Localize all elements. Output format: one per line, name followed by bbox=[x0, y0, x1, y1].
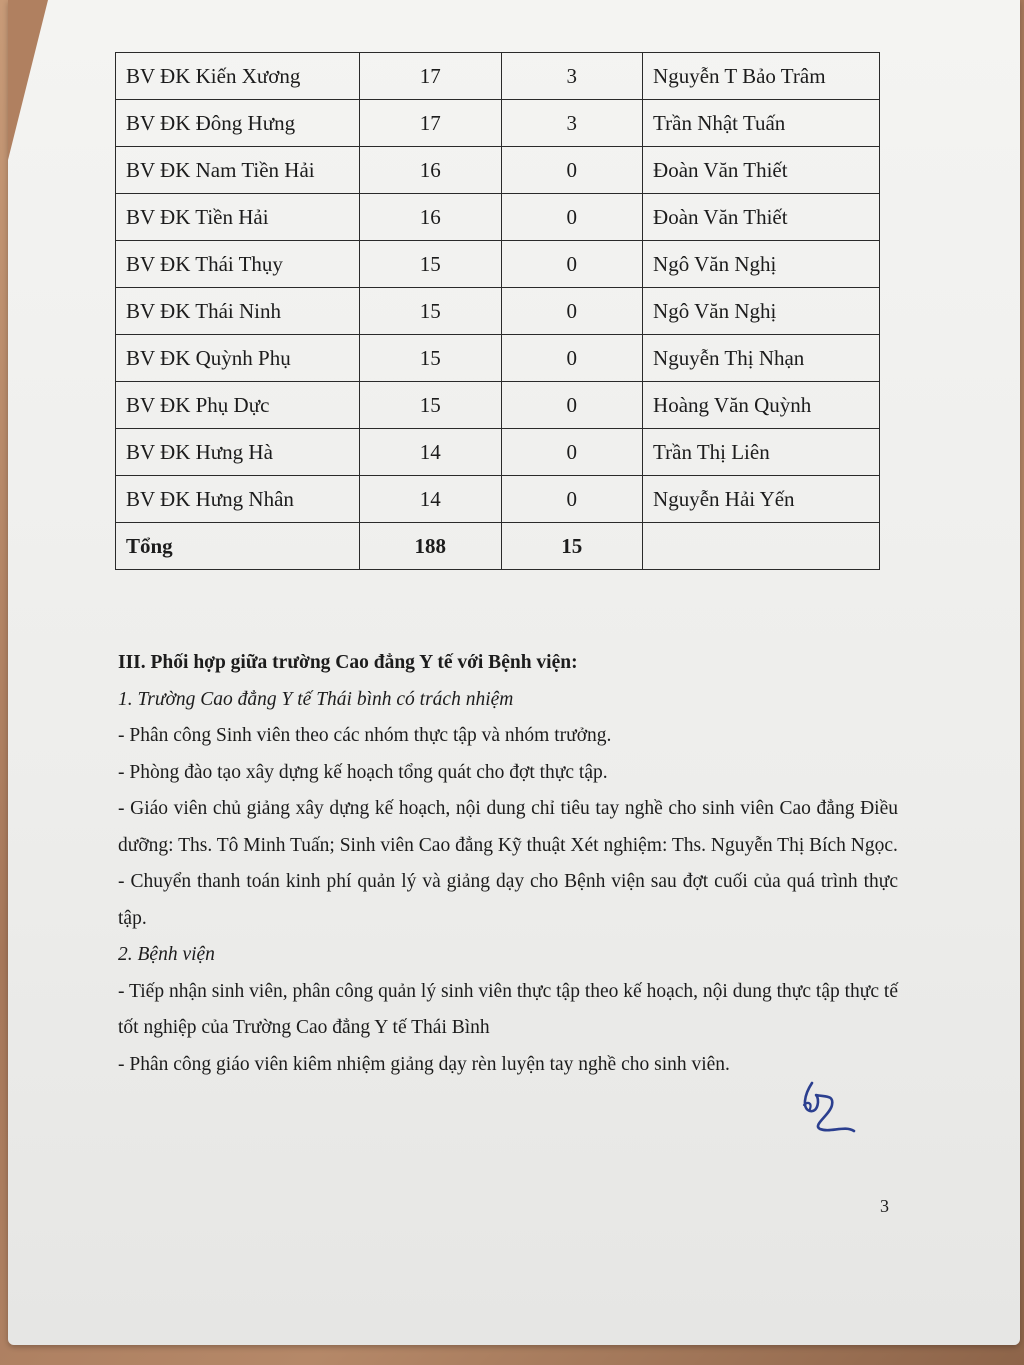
count-2-cell: 3 bbox=[501, 100, 643, 147]
count-2-cell: 0 bbox=[501, 429, 643, 476]
count-2-cell: 0 bbox=[501, 382, 643, 429]
supervisor-cell: Đoàn Văn Thiết bbox=[643, 147, 880, 194]
supervisor-cell: Ngô Văn Nghị bbox=[643, 288, 880, 335]
page-corner-shadow bbox=[8, 0, 48, 160]
supervisor-cell: Ngô Văn Nghị bbox=[643, 241, 880, 288]
total-empty-cell bbox=[643, 523, 880, 570]
table-row bbox=[116, 147, 880, 194]
count-1-cell: 16 bbox=[359, 194, 501, 241]
count-1-cell: 14 bbox=[359, 429, 501, 476]
table-row bbox=[116, 429, 880, 476]
count-1-cell: 15 bbox=[359, 335, 501, 382]
table-row bbox=[116, 241, 880, 288]
count-2-cell: 0 bbox=[501, 194, 643, 241]
count-1-cell: 14 bbox=[359, 476, 501, 523]
count-1-cell: 15 bbox=[359, 382, 501, 429]
school-item-2: - Phòng đào tạo xây dựng kế hoạch tổng quát cho đợt thực tập. bbox=[118, 761, 608, 783]
school-item-3: - Giáo viên chủ giảng xây dựng kế hoạch, nội dung chỉ tiêu tay nghề cho sinh viên Cao đẳng Điều dưỡng: Ths. Tô Minh Tuấn; Sinh viên Cao đẳng Kỹ thuật Xét nghiệm: Ths. Nguyễn Thị Bích Ngọc. bbox=[118, 798, 898, 856]
table-row bbox=[116, 100, 880, 147]
handwritten-initials-signature bbox=[790, 1075, 860, 1145]
hospital-name-cell: BV ĐK Tiền Hải bbox=[116, 194, 360, 241]
count-1-cell: 17 bbox=[359, 100, 501, 147]
hospital-item-1: - Tiếp nhận sinh viên, phân công quản lý sinh viên thực tập theo kế hoạch, nội dung thực tập thực tế tốt nghiệp của Trường Cao đẳng Y tế Thái Bình bbox=[118, 980, 898, 1038]
hospital-name-cell: BV ĐK Phụ Dực bbox=[116, 382, 360, 429]
hospital-name-cell: BV ĐK Hưng Nhân bbox=[116, 476, 360, 523]
table-row bbox=[116, 335, 880, 382]
school-item-4: - Chuyển thanh toán kinh phí quản lý và giảng dạy cho Bệnh viện sau đợt cuối của quá trình thực tập. bbox=[118, 871, 898, 929]
total-label-cell: Tổng bbox=[116, 523, 360, 570]
coordination-section bbox=[118, 645, 898, 1083]
supervisor-cell: Nguyễn Thị Nhạn bbox=[643, 335, 880, 382]
count-2-cell: 0 bbox=[501, 147, 643, 194]
school-item-1: - Phân công Sinh viên theo các nhóm thực tập và nhóm trưởng. bbox=[118, 725, 612, 746]
hospital-item-2: - Phân công giáo viên kiêm nhiệm giảng dạy rèn luyện tay nghề cho sinh viên. bbox=[118, 1053, 730, 1075]
supervisor-cell: Trần Nhật Tuấn bbox=[643, 100, 880, 147]
hospital-name-cell: BV ĐK Quỳnh Phụ bbox=[116, 335, 360, 382]
table-row bbox=[116, 194, 880, 241]
hospital-name-cell: BV ĐK Kiến Xương bbox=[116, 53, 360, 100]
subsection-school-heading: 1. Trường Cao đẳng Y tế Thái bình có trách nhiệm bbox=[118, 688, 514, 710]
count-1-cell: 16 bbox=[359, 147, 501, 194]
supervisor-cell: Nguyễn Hải Yến bbox=[643, 476, 880, 523]
table-row bbox=[116, 382, 880, 429]
count-2-cell: 0 bbox=[501, 241, 643, 288]
total-count-1-cell: 188 bbox=[359, 523, 501, 570]
hospital-name-cell: BV ĐK Nam Tiền Hải bbox=[116, 147, 360, 194]
count-2-cell: 0 bbox=[501, 335, 643, 382]
hospital-name-cell: BV ĐK Đông Hưng bbox=[116, 100, 360, 147]
hospital-name-cell: BV ĐK Thái Thụy bbox=[116, 241, 360, 288]
count-2-cell: 0 bbox=[501, 476, 643, 523]
hospital-name-cell: BV ĐK Hưng Hà bbox=[116, 429, 360, 476]
table-row bbox=[116, 476, 880, 523]
page-number: 3 bbox=[880, 1196, 889, 1216]
hospital-allocation-table bbox=[115, 52, 880, 570]
count-2-cell: 0 bbox=[501, 288, 643, 335]
table-row bbox=[116, 53, 880, 100]
count-1-cell: 15 bbox=[359, 241, 501, 288]
subsection-hospital-heading: 2. Bệnh viện bbox=[118, 944, 215, 965]
table-body bbox=[116, 53, 880, 570]
section-heading: III. Phối hợp giữa trường Cao đẳng Y tế với Bệnh viện: bbox=[118, 652, 578, 673]
table-row bbox=[116, 288, 880, 335]
supervisor-cell: Đoàn Văn Thiết bbox=[643, 194, 880, 241]
count-2-cell: 3 bbox=[501, 53, 643, 100]
hospital-name-cell: BV ĐK Thái Ninh bbox=[116, 288, 360, 335]
total-count-2-cell: 15 bbox=[501, 523, 643, 570]
table-total-row bbox=[116, 523, 880, 570]
count-1-cell: 17 bbox=[359, 53, 501, 100]
supervisor-cell: Hoàng Văn Quỳnh bbox=[643, 382, 880, 429]
supervisor-cell: Trần Thị Liên bbox=[643, 429, 880, 476]
count-1-cell: 15 bbox=[359, 288, 501, 335]
supervisor-cell: Nguyễn T Bảo Trâm bbox=[643, 53, 880, 100]
